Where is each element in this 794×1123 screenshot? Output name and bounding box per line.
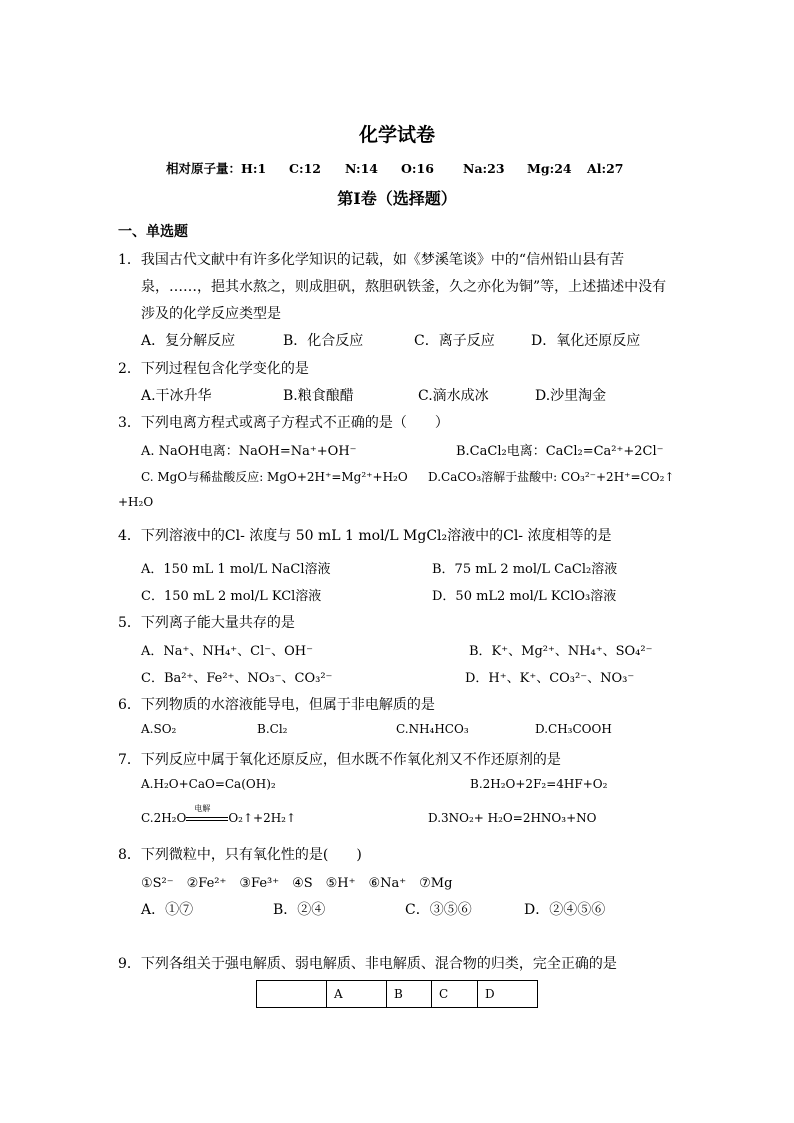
q8-particles: ①S²⁻ ②Fe²⁺ ③Fe³⁺ ④S ⑤H⁺ ⑥Na⁺ ⑦Mg	[141, 876, 453, 891]
q3-stem: 3．下列电离方程式或离子方程式不正确的是（ ）	[118, 415, 449, 431]
q3-option-a: A. NaOH电离：NaOH=Na⁺+OH⁻	[141, 444, 357, 459]
atomic-masses	[166, 159, 623, 177]
q9-table	[256, 980, 538, 1008]
q1-stem-line1: 1．我国古代文献中有许多化学知识的记载，如《梦溪笔谈》中的“信州铅山县有苦	[118, 252, 625, 268]
q6-stem: 6．下列物质的水溶液能导电，但属于非电解质的是	[118, 697, 435, 713]
q7-option-a: A.H₂O+CaO=Ca(OH)₂	[141, 777, 276, 791]
table-header-cell: C	[432, 981, 478, 1008]
q3-option-d: D.CaCO₃溶解于盐酸中: CO₃²⁻+2H⁺=CO₂↑	[428, 470, 675, 484]
table-row	[257, 981, 538, 1008]
q7-option-b: B.2H₂O+2F₂=4HF+O₂	[470, 777, 608, 791]
q1-stem-line3: 涉及的化学反应类型是	[141, 306, 281, 322]
q5-option-a: A．Na⁺、NH₄⁺、Cl⁻、OH⁻	[141, 644, 313, 659]
atomic-mass-item: Al:27	[587, 161, 624, 176]
q4-option-a: A．150 mL 1 mol/L NaCl溶液	[141, 562, 331, 577]
atomic-mass-item: O:16	[401, 161, 434, 176]
q7-option-c	[141, 803, 297, 826]
electrolysis-condition	[186, 803, 228, 826]
q4-option-b: B．75 mL 2 mol/L CaCl₂溶液	[432, 562, 618, 577]
q1-option-c: C．离子反应	[414, 333, 495, 349]
q2-option-d: D.沙里淘金	[535, 388, 607, 404]
q4-option-d: D．50 mL2 mol/L KClO₃溶液	[432, 589, 617, 604]
q2-option-a: A.干冰升华	[141, 388, 212, 404]
q1-option-b: B．化合反应	[283, 333, 364, 349]
q5-option-b: B．K⁺、Mg²⁺、NH₄⁺、SO₄²⁻	[469, 644, 653, 659]
q3-option-d-cont: +H₂O	[118, 495, 154, 509]
q3-option-c: C. MgO与稀盐酸反应: MgO+2H⁺=Mg²⁺+H₂O	[141, 470, 408, 484]
q4-stem: 4．下列溶液中的Cl- 浓度与 50 mL 1 mol/L MgCl₂溶液中的Cl- 浓度相等的是	[118, 528, 612, 544]
q2-stem: 2．下列过程包含化学变化的是	[118, 361, 309, 377]
part-title: 一、单选题	[118, 224, 188, 240]
q2-option-b: B.粮食酿醋	[283, 388, 354, 404]
q5-option-c: C．Ba²⁺、Fe²⁺、NO₃⁻、CO₃²⁻	[141, 671, 333, 686]
atomic-mass-item: N:14	[345, 161, 379, 176]
table-header-cell: B	[387, 981, 432, 1008]
table-header-cell: A	[327, 981, 387, 1008]
q3-option-b: B.CaCl₂电离：CaCl₂=Ca²⁺+2Cl⁻	[456, 444, 664, 459]
q8-option-a: A．①⑦	[141, 902, 194, 918]
electrolysis-label: 电解	[194, 803, 211, 813]
atomic-mass-item: H:1	[241, 161, 267, 176]
q4-option-c: C．150 mL 2 mol/L KCl溶液	[141, 589, 322, 604]
q1-option-d: D．氧化还原反应	[531, 333, 641, 349]
q7-option-c-right: O₂↑+2H₂↑	[228, 811, 297, 825]
q6-option-a: A.SO₂	[141, 722, 177, 736]
q7-stem: 7．下列反应中属于氧化还原反应，但水既不作氧化剂又不作还原剂的是	[118, 752, 561, 768]
q6-option-b: B.Cl₂	[257, 722, 288, 736]
q8-option-d: D．②④⑤⑥	[524, 902, 606, 918]
q8-option-b: B．②④	[273, 902, 326, 918]
q7-option-d: D.3NO₂+ H₂O=2HNO₃+NO	[428, 811, 597, 825]
q1-option-a: A．复分解反应	[141, 333, 236, 349]
q6-option-d: D.CH₃COOH	[535, 722, 612, 736]
table-header-cell: D	[478, 981, 538, 1008]
q8-stem: 8．下列微粒中，只有氧化性的是( )	[118, 847, 362, 863]
q5-stem: 5．下列离子能大量共存的是	[118, 615, 295, 631]
atomic-masses-label: 相对原子量：	[166, 161, 242, 176]
q9-stem: 9．下列各组关于强电解质、弱电解质、非电解质、混合物的归类，完全正确的是	[118, 956, 617, 972]
page-title: 化学试卷	[358, 124, 435, 146]
q7-option-c-left: C.2H₂O	[141, 811, 187, 825]
q1-stem-line2: 泉，……，挹其水熬之，则成胆矾，熬胆矾铁釜，久之亦化为铜”等，上述描述中没有	[141, 279, 667, 295]
atomic-mass-item: Mg:24	[527, 161, 572, 176]
atomic-mass-item: C:12	[289, 161, 321, 176]
q2-option-c: C.滴水成冰	[418, 388, 489, 404]
q6-option-c: C.NH₄HCO₃	[396, 722, 469, 736]
q8-option-c: C．③⑤⑥	[405, 902, 472, 918]
section-title: 第Ⅰ卷（选择题）	[337, 189, 457, 208]
table-header-cell	[257, 981, 327, 1008]
q5-option-d: D．H⁺、K⁺、CO₃²⁻、NO₃⁻	[465, 671, 635, 686]
atomic-mass-item: Na:23	[463, 161, 505, 176]
